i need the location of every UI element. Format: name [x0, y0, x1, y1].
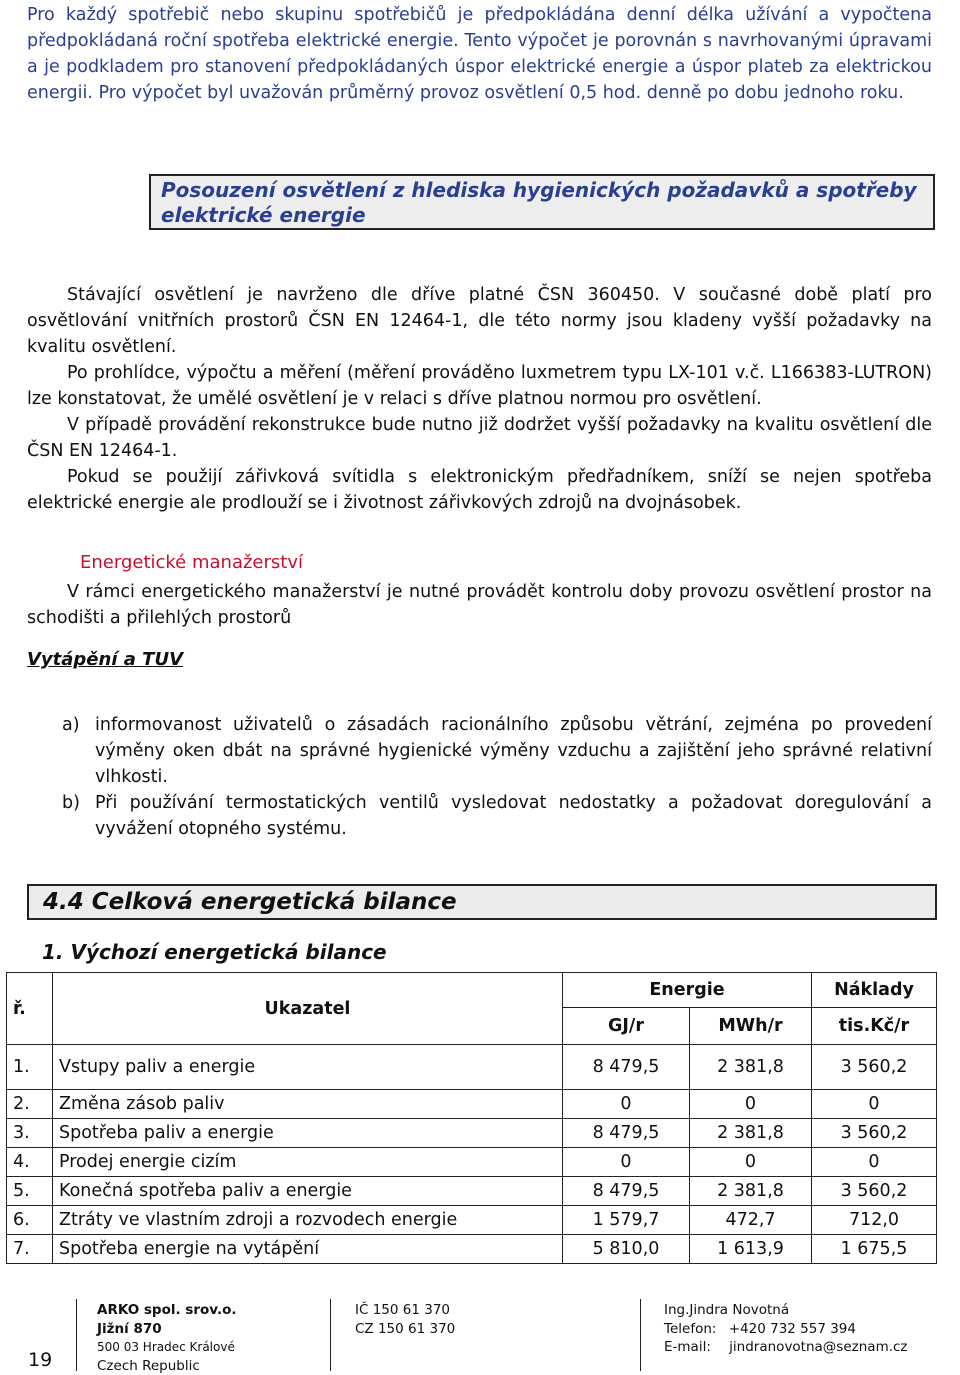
- row-gj: 1 579,7: [563, 1206, 690, 1235]
- row-gj: 8 479,5: [563, 1045, 690, 1090]
- row-label: Změna zásob paliv: [53, 1090, 563, 1119]
- row-mwh: 2 381,8: [690, 1177, 812, 1206]
- row-mwh: 1 613,9: [690, 1235, 812, 1264]
- row-number: 3.: [7, 1119, 53, 1148]
- row-number: 1.: [7, 1045, 53, 1090]
- table-row: [7, 1090, 937, 1119]
- header-unit-gj: GJ/r: [563, 1008, 690, 1045]
- page-footer: [0, 1297, 960, 1375]
- footer-ico: IČ 150 61 370: [355, 1302, 450, 1318]
- header-row-number: ř.: [7, 973, 53, 1045]
- footer-company-block: [97, 1301, 237, 1375]
- footer-person: Ing.Jindra Novotná: [664, 1302, 790, 1318]
- row-label: Ztráty ve vlastním zdroji a rozvodech energie: [53, 1206, 563, 1235]
- row-number: 4.: [7, 1148, 53, 1177]
- footer-id-block: [355, 1301, 455, 1338]
- header-costs: Náklady: [812, 973, 937, 1008]
- row-cost: 3 560,2: [812, 1177, 937, 1206]
- header-unit-mwh: MWh/r: [690, 1008, 812, 1045]
- energy-management-text: V rámci energetického manažerství je nutné provádět kontrolu doby provozu osvětlení prostor na schodišti a přilehlých prostorů: [27, 582, 932, 628]
- footer-city: 500 03 Hradec Králové: [97, 1340, 235, 1354]
- section-title: 4.4 Celková energetická bilance: [27, 884, 937, 920]
- table-row: [7, 1235, 937, 1264]
- row-number: 5.: [7, 1177, 53, 1206]
- footer-email[interactable]: jindranovotna@seznam.cz: [729, 1339, 908, 1355]
- row-cost: 3 560,2: [812, 1045, 937, 1090]
- row-cost: 712,0: [812, 1206, 937, 1235]
- footer-contact-block: [664, 1301, 908, 1357]
- row-label: Prodej energie cizím: [53, 1148, 563, 1177]
- row-number: 2.: [7, 1090, 53, 1119]
- intro-paragraph: Pro každý spotřebič nebo skupinu spotřebičů je předpokládána denní délka užívání a vypočtena předpokládaná roční spotřeba elektrické energie. Tento výpočet je porovnán s navrhovanými úpravami a je podkladem pro stanovení předpokládaných úspor elektrické energie a úspor plateb za elektrickou energii. Pro výpočet byl uvažován průměrný provoz osvětlení 0,5 hod. denně po dobu jednoho roku.: [27, 5, 932, 103]
- section-subtitle: 1. Výchozí energetická bilance: [42, 940, 387, 964]
- header-indicator: Ukazatel: [53, 973, 563, 1045]
- footer-divider: [640, 1299, 641, 1371]
- row-gj: 0: [563, 1090, 690, 1119]
- footer-divider: [330, 1299, 331, 1371]
- row-label: Spotřeba energie na vytápění: [53, 1235, 563, 1264]
- list-marker: b): [62, 793, 80, 813]
- row-number: 6.: [7, 1206, 53, 1235]
- lighting-paragraph-4: Pokud se použijí zářivková svítidla s elektronickým předřadníkem, sníží se nejen spotřeba elektrické energie ale prodlouží se i životnost zářivkových zdrojů na dvojnásobek.: [27, 467, 932, 513]
- footer-street: Jižní 870: [97, 1320, 162, 1337]
- heating-heading: Vytápění a TUV: [27, 649, 183, 670]
- row-label: Vstupy paliv a energie: [53, 1045, 563, 1090]
- row-gj: 5 810,0: [563, 1235, 690, 1264]
- row-number: 7.: [7, 1235, 53, 1264]
- row-label: Spotřeba paliv a energie: [53, 1119, 563, 1148]
- lighting-paragraph-3: V případě provádění rekonstrukce bude nutno již dodržet vyšší požadavky na kvalitu osvětlení dle ČSN EN 12464-1.: [27, 415, 932, 461]
- lighting-paragraph-2: Po prohlídce, výpočtu a měření (měření prováděno luxmetrem typu LX-101 v.č. L166383-LUTRON) lze konstatovat, že umělé osvětlení je v relaci s dříve platnou normou pro osvětlení.: [27, 363, 932, 409]
- footer-email-label: E-mail:: [664, 1339, 711, 1355]
- row-cost: 0: [812, 1148, 937, 1177]
- table-row: [7, 1148, 937, 1177]
- footer-divider: [76, 1299, 77, 1371]
- energy-balance-table: [6, 972, 937, 1264]
- row-mwh: 0: [690, 1090, 812, 1119]
- row-cost: 3 560,2: [812, 1119, 937, 1148]
- row-label: Konečná spotřeba paliv a energie: [53, 1177, 563, 1206]
- list-text: informovanost uživatelů o zásadách racionálního způsobu větrání, zejména po provedení výměny oken dbát na správné hygienické výměny vzduchu a zajištění jeho správné relativní vlhkosti.: [95, 715, 932, 787]
- row-mwh: 2 381,8: [690, 1119, 812, 1148]
- table-row: [7, 1206, 937, 1235]
- table-row: [7, 1045, 937, 1090]
- row-cost: 1 675,5: [812, 1235, 937, 1264]
- header-energy: Energie: [563, 973, 812, 1008]
- list-marker: a): [62, 715, 80, 735]
- lighting-heading: Posouzení osvětlení z hlediska hygienických požadavků a spotřeby elektrické energie: [149, 174, 935, 230]
- header-unit-costs: tis.Kč/r: [812, 1008, 937, 1045]
- row-gj: 8 479,5: [563, 1177, 690, 1206]
- footer-phone: +420 732 557 394: [728, 1320, 856, 1337]
- row-mwh: 0: [690, 1148, 812, 1177]
- row-mwh: 472,7: [690, 1206, 812, 1235]
- footer-dic: CZ 150 61 370: [355, 1320, 456, 1337]
- footer-company: ARKO spol. srov.o.: [97, 1302, 237, 1318]
- table-row: [7, 1119, 937, 1148]
- page-number: 19: [28, 1349, 53, 1371]
- row-gj: 8 479,5: [563, 1119, 690, 1148]
- table-row: [7, 1177, 937, 1206]
- lighting-paragraph-1: Stávající osvětlení je navrženo dle dříve platné ČSN 360450. V současné době platí pro osvětlování vnitřních prostorů ČSN EN 12464-1, dle této normy jsou kladeny vyšší požadavky na kvalitu osvětlení.: [27, 285, 932, 357]
- list-text: Při používání termostatických ventilů vysledovat nedostatky a požadovat doregulování a vyvážení otopného systému.: [95, 793, 932, 839]
- row-gj: 0: [563, 1148, 690, 1177]
- energy-management-heading: Energetické manažerství: [80, 552, 303, 573]
- row-mwh: 2 381,8: [690, 1045, 812, 1090]
- footer-phone-label: Telefon:: [664, 1320, 717, 1337]
- row-cost: 0: [812, 1090, 937, 1119]
- footer-country: Czech Republic: [97, 1357, 200, 1374]
